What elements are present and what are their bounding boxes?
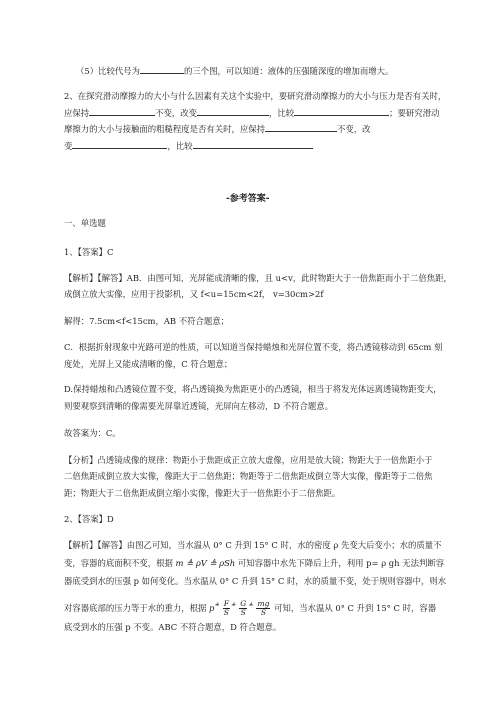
answer1-summary-2: 二倍焦距成倒立放大实像，像距大于二倍焦距；物距等于二倍焦距成倒立等大实像，像距等于二倍焦 — [64, 471, 433, 481]
answer1-summary-1: 【分析】凸透镜成像的规律：物距小于焦距成正立放大虚像，应用是放大镜；物距大于一倍焦距小于 — [64, 455, 433, 465]
q2-line2-c: ，比较 — [269, 108, 295, 118]
q2-line-1: 2、在探究滑动摩擦力的大小与什么因素有关这个实验中，要研究滑动摩擦力的大小与压力是否有关时， — [64, 91, 447, 101]
q2-line2-a: 应保持 — [64, 108, 90, 118]
answer1-solve: 解得：7.5cm<f<15cm，AB 不符合题意； — [64, 316, 229, 326]
q2-line-2 — [64, 106, 439, 119]
q5-prefix: （5）比较代号为 — [76, 66, 140, 76]
answer2-analysis-5: 底受到水的压强 p 不变。ABC 不符合题意，D 符合题意。 — [64, 622, 282, 632]
q2-line2-d: ；要研究滑动 — [389, 108, 440, 118]
pressure-symbol: p — [209, 602, 215, 613]
density-formula: m ≜ ρV ≜ ρSh — [175, 558, 236, 568]
q2-line-4 — [64, 139, 313, 152]
q5-suffix: 的三个图，可以知道：液体的压强随深度的增加而增大。 — [183, 66, 394, 76]
fraction-mg-over-s: $\frac{mg}{S}$ — [257, 598, 270, 617]
answer2-analysis-4: 对容器底部的压力等于水的重力，根据 p≜ $\frac{F}{S}$ ≜ $\frac{G}{S}$ ≜ $\frac{mg}{S}$ 可知，当水温从 0° C 升到 15° C 时，容器 — [64, 598, 437, 617]
answer1-option-c-1: C．根据折射现象中光路可逆的性质，可以知道当保持蜡烛和光屏位置不变，将凸透镜移动到 65cm 刻 — [64, 342, 443, 352]
answer1-analysis-2: 成倒立放大实像，应用于投影机，又 f<u=15cm<2f， v=30cm>2f — [64, 289, 324, 299]
answer2-l4-a: 对容器底部的压力等于水的重力，根据 — [64, 602, 207, 613]
q2-blank-6[interactable] — [193, 139, 313, 149]
q2-line2-b: 不变，改变 — [155, 108, 197, 118]
q2-line-3 — [64, 122, 371, 135]
answer1-analysis-1: 【解析】【解答】AB．由图可知，光屏能成清晰的像，且 u<v，此时物距大于一倍焦距而小于二倍焦距， — [64, 273, 452, 283]
q2-blank-4[interactable] — [265, 122, 337, 132]
answer1-conclusion: 故答案为：C。 — [64, 428, 121, 438]
q2-blank-1[interactable] — [89, 106, 155, 116]
q5-line — [76, 64, 393, 77]
answer1-label: 1、【答案】C — [64, 247, 114, 257]
answer1-option-c-2: 度处，光屏上又能成清晰的像，C 符合题意； — [64, 359, 233, 369]
answer1-option-d-1: D.保持蜡烛和凸透镜位置不变，将凸透镜换为焦距更小的凸透镜，相当于将发光体远离透镜物距变大， — [64, 384, 442, 394]
answer2-analysis-1: 【解析】【解答】由图乙可知，当水温从 0° C 升到 15° C 时，水的密度 ρ 先变大后变小；水的质量不 — [64, 540, 442, 550]
fraction-f-over-s: $\frac{F}{S}$ — [223, 598, 229, 617]
answer2-label: 2、【答案】D — [64, 514, 114, 524]
answer2-analysis-3: 器底受到水的压强 p 如何变化。当水温从 0° C 升到 15° C 时，水的质量不变，处于规则容器中，则水 — [64, 576, 447, 586]
q2-line4-b: ，比较 — [167, 141, 193, 151]
section-single-choice: 一、单选题 — [64, 218, 106, 228]
q5-answer-blank[interactable] — [140, 64, 184, 74]
answer1-option-d-2: 则要观察到清晰的像需要光屏靠近透镜，光屏向左移动，D 不符合题意。 — [64, 401, 333, 411]
answer-title: -参考答案- — [226, 194, 270, 204]
answer2-l4-b: 可知，当水温从 0° C 升到 15° C 时，容器 — [274, 602, 437, 613]
answer2-l2-b: 可知容器中水先下降后上升，利用 p= ρ gh 无法判断容 — [237, 558, 445, 568]
answer2-l2-a: 变，容器的底面积不变，根据 — [64, 558, 173, 568]
q2-line3-b: 不变，改 — [337, 124, 371, 134]
q2-line4-a: 变 — [64, 141, 73, 151]
answer1-summary-3: 距；物距大于二倍焦距成倒立缩小实像，像距大于一倍焦距小于二倍焦距。 — [64, 488, 341, 498]
fraction-g-over-s: $\frac{G}{S}$ — [240, 598, 247, 617]
q2-blank-3[interactable] — [294, 106, 389, 116]
q2-blank-2[interactable] — [197, 106, 269, 116]
q2-blank-5[interactable] — [72, 139, 167, 149]
q2-line3-a: 摩擦力的大小与接触面的粗糙程度是否有关时，应保持 — [64, 124, 265, 134]
answer2-analysis-2 — [64, 558, 444, 569]
